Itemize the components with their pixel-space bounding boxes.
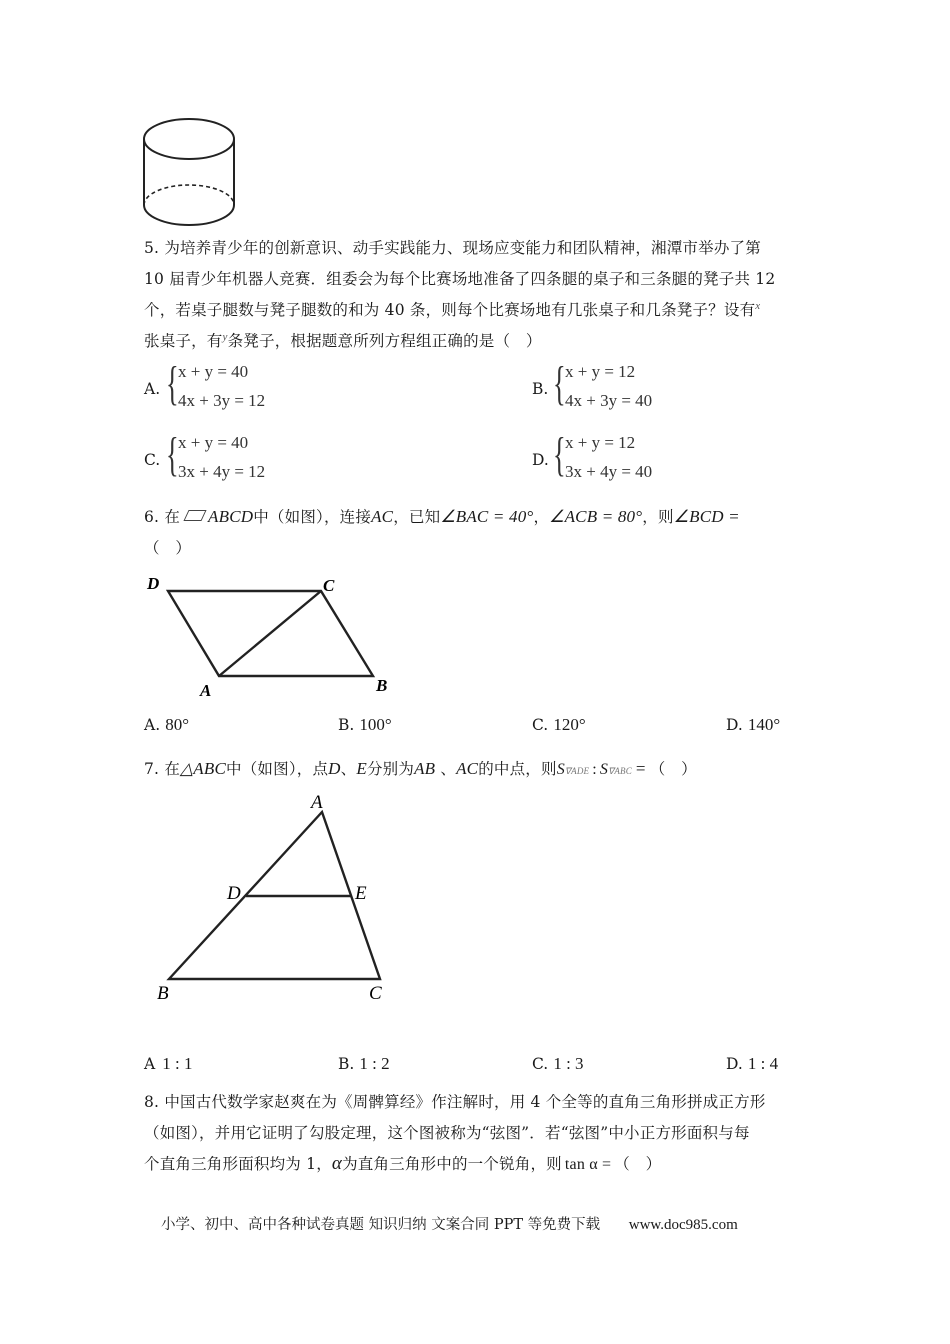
q6-segment-ac: AC [371,507,394,526]
q6-condition-2: ∠ACB = 80° [549,507,643,526]
ratio-equals: = [635,759,646,778]
q7-triangle: △ABC [180,759,227,778]
label-b: B [376,676,388,695]
q7-separator-2: 、 [435,760,457,778]
area-symbol-2: S [599,761,609,778]
q5-line-2: 10 届青少年机器人竞赛．组委会为每个比赛场地准备了四条腿的桌子和三条腿的凳子共 12 [144,270,776,288]
equation-2: 3x + 4y = 12 [178,462,266,481]
var-x: x [755,299,761,312]
q8-line-1: 8. 中国古代数学家赵爽在为《周髀算经》作注解时，用 4 个全等的直角三角形拼成正方形 [144,1093,766,1111]
q6-option-b[interactable] [338,715,392,735]
equation-2: 3x + 4y = 40 [565,462,653,481]
q7-text-3: 的中点，则 [478,760,557,778]
q6-text-3: ，则 [642,508,674,526]
label-d: D [147,574,160,593]
footer [161,1213,738,1234]
footer-link[interactable]: www.doc985.com [628,1217,738,1233]
q7-segment-ab: AB [414,759,436,778]
label-c: C [323,576,335,595]
option-label: C. [532,716,549,734]
alpha-symbol: α [331,1153,343,1174]
q7-option-d[interactable] [726,1054,778,1074]
option-label: C. [532,1055,549,1073]
q7-text-2: 分别为 [366,760,415,778]
q8-answer-paren: （ ） [614,1155,662,1173]
q8-line-2: （如图），并用它证明了勾股定理，这个图被称为“弦图”．若“弦图”中小正方形面积与每 [144,1124,750,1142]
q8-line-3-text-a: 个直角三角形面积均为 1， [144,1155,332,1173]
brace-symbol: { [553,357,566,410]
option-value: 1 : 2 [359,1054,390,1073]
q5-line-3-text: 个，若桌子腿数与凳子腿数的和为 40 条，则每个比赛场地有几张桌子和几条凳子？设有 [144,301,756,319]
q6-option-a[interactable] [144,715,189,735]
equation-2: 4x + 3y = 40 [565,391,653,410]
q5-line-1: 5. 为培养青少年的创新意识、动手实践能力、现场应变能力和团队精神，湘潭市举办了第 [144,239,761,257]
q6-text-2: ，已知 [393,508,441,526]
label-d: D [227,883,241,904]
option-value: 1 : 4 [747,1054,779,1073]
ratio-colon: : [592,761,597,778]
option-label: A. [144,380,161,398]
q6-prefix: 6. 在 [144,508,181,526]
option-label: B. [532,380,549,398]
q7-point-d: D [328,759,341,778]
q6-option-d[interactable] [726,715,780,735]
q7-option-a[interactable] [144,1054,193,1074]
option-label: B. [338,1055,355,1073]
q6-option-c[interactable] [532,715,586,735]
option-value: 120° [553,715,586,734]
parallelogram-figure [140,566,400,706]
equation-1: x + y = 12 [565,362,636,381]
q7-point-e: E [356,759,367,778]
option-label: A. [144,716,161,734]
brace-symbol: { [553,428,566,481]
option-label: A [144,1055,156,1073]
triangle-figure [150,786,400,1006]
q6-separator: ， [533,508,550,526]
q7-answer-paren: （ ） [649,760,697,778]
q7-line-1 [144,757,697,779]
option-label: D. [532,451,549,469]
q6-text-1: 中（如图），连接 [253,508,372,526]
equation-1: x + y = 12 [565,433,636,452]
parallelogram-icon [183,510,206,521]
label-b: B [157,983,169,1004]
q7-option-b[interactable] [338,1054,390,1074]
q7-segment-ac: AC [456,759,479,778]
q7-text-1: 中（如图），点 [226,760,329,778]
cylinder-figure [138,112,242,230]
equation-1: x + y = 40 [178,362,249,381]
q5-line-4 [144,329,542,351]
footer-text: 小学、初中、高中各种试卷真题 知识归纳 文案合同 PPT 等免费下载 [161,1217,601,1233]
area-subscript-2: ∇ABC [608,766,632,776]
q6-parallelogram-name: ABCD [208,507,254,526]
brace-symbol: { [166,428,179,481]
q8-line-3 [144,1152,661,1175]
option-label: B. [338,716,355,734]
option-label: D. [726,716,743,734]
option-value: 100° [359,715,392,734]
q5-line-3 [144,298,760,320]
var-y: y [222,330,228,343]
option-value: 1 : 1 [162,1054,193,1073]
option-label: C. [144,451,161,469]
q5-line-4-text-a: 张桌子，有 [144,332,223,350]
q8-line-3-text-b: 为直角三角形中的一个锐角，则 [342,1155,562,1173]
q7-prefix: 7. 在 [144,760,181,778]
q7-option-c[interactable] [532,1054,584,1074]
tan-expression: tan α = [564,1156,612,1173]
option-value: 1 : 3 [553,1054,584,1073]
equation-1: x + y = 40 [178,433,249,452]
q6-target: ∠BCD = [673,507,740,526]
label-c: C [369,983,382,1004]
q6-answer-paren: （ ） [144,539,192,557]
option-value: 140° [747,715,781,734]
label-e: E [355,883,367,904]
q7-separator-1: 、 [340,760,357,778]
equation-2: 4x + 3y = 12 [178,391,266,410]
option-label: D. [726,1055,743,1073]
option-value: 80° [165,715,190,734]
q6-line-1 [144,505,740,527]
label-a: A [311,792,323,813]
q6-condition-1: ∠BAC = 40° [440,507,534,526]
brace-symbol: { [166,357,179,410]
q5-line-4-text-b: 条凳子，根据题意所列方程组正确的是（ ） [227,332,542,350]
area-symbol-1: S [556,761,565,778]
label-a: A [200,681,212,700]
area-subscript-1: ∇ADE [564,766,590,776]
